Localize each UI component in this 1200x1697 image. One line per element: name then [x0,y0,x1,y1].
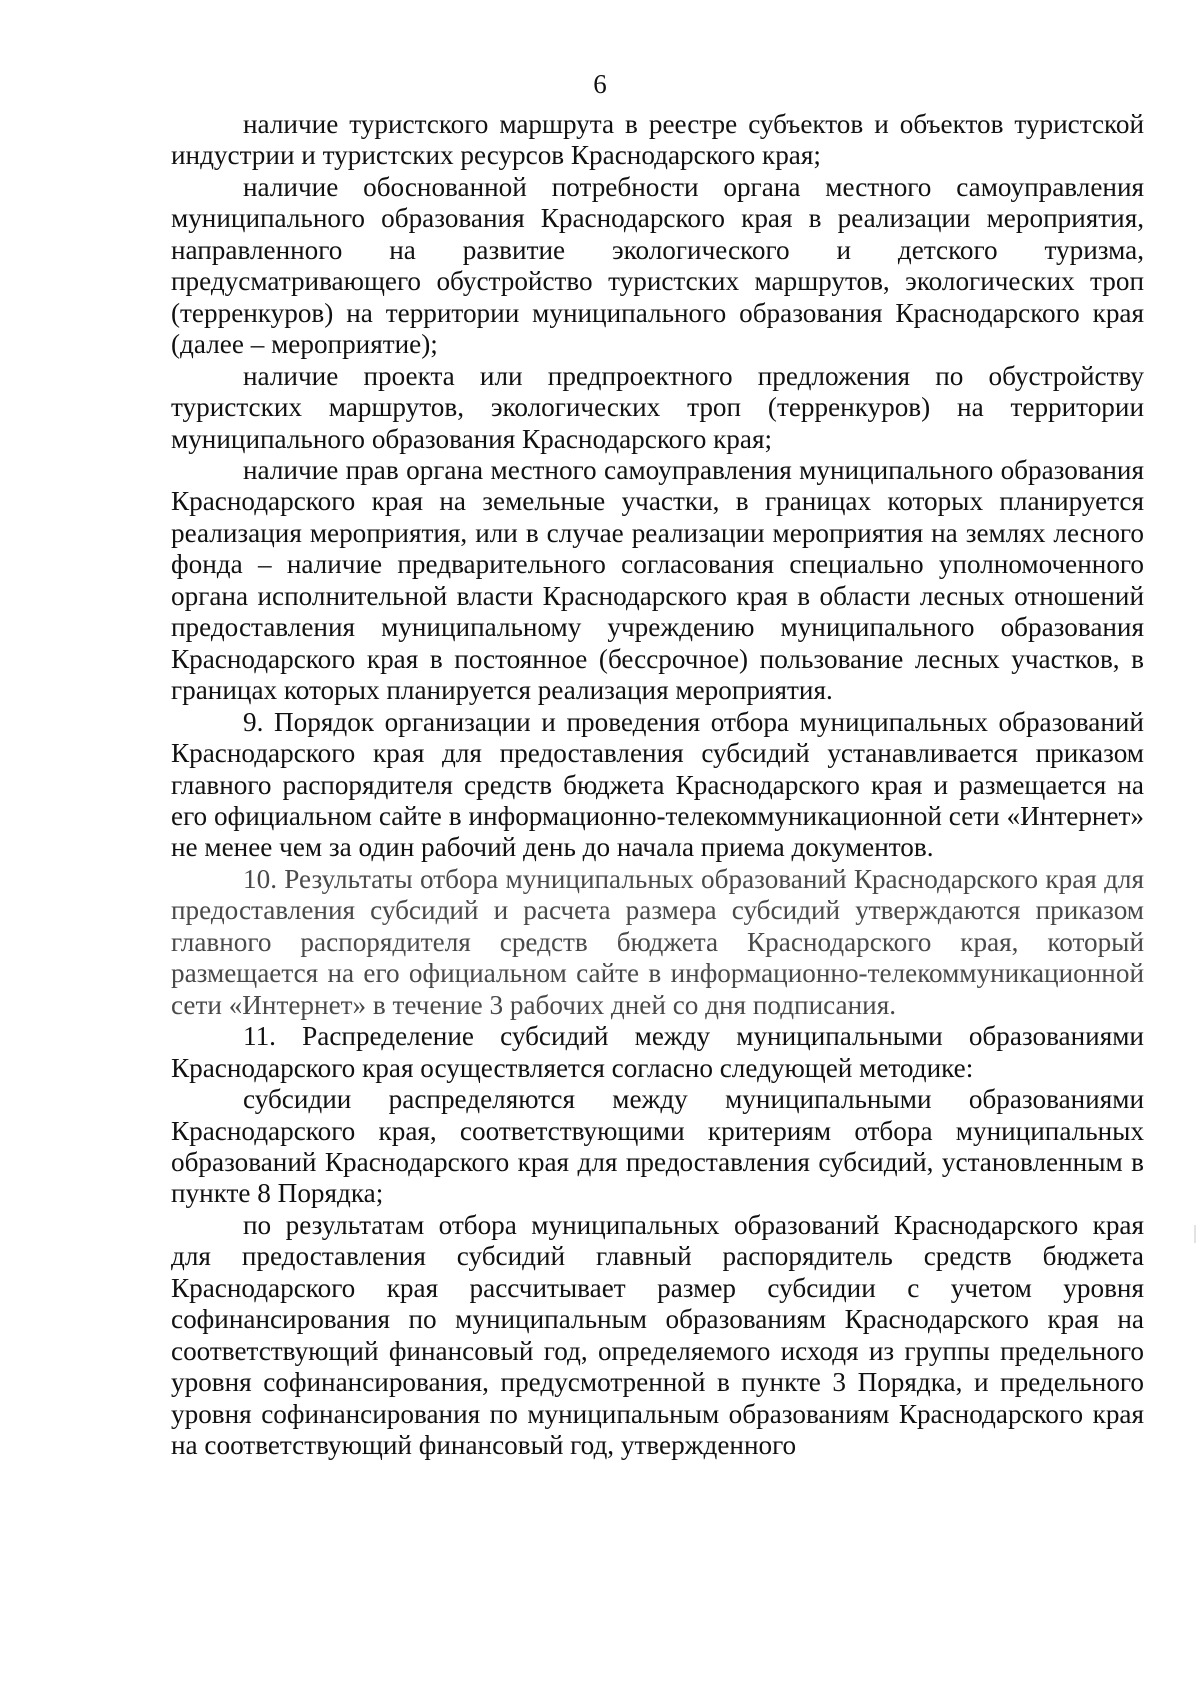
scan-edge-mark [1194,1225,1196,1243]
document-body [171,109,1144,1461]
paragraph-justified-need: наличие обоснованной потребности органа местного самоуправления муниципального образования Краснодарского края в реализации мероприятия, направленного на развитие экологического и детского туризма, предусматривающего обустройство туристских маршрутов, экологических троп (терренкуров) на территории муниципального образования Краснодарского края (далее – мероприятие); [171,171,1144,360]
paragraph-item-11-distribution: 11. Распределение субсидий между муниципальными образованиями Краснодарского края осуществляется согласно следующей методике: [171,1021,1144,1083]
paragraph-item-10-selection-results: 10. Результаты отбора муниципальных образований Краснодарского края для предоставления субсидий и расчета размера субсидий утверждаются приказом главного распорядителя средств бюджета Краснодарского края, который размещается на его официальном сайте в информационно-телекоммуникационной сети «Интернет» в течение 3 рабочих дней со дня подписания. [171,863,1144,1020]
paragraph-land-rights: наличие прав органа местного самоуправления муниципального образования Краснодарского края на земельные участки, в границах которых планируется реализация мероприятия, или в случае реализации мероприятия на землях лесного фонда – наличие предварительного согласования специально уполномоченного органа исполнительной власти Краснодарского края в области лесных отношений предоставления муниципальному учреждению муниципального образования Краснодарского края в постоянное (бессрочное) пользование лесных участков, в границах которых планируется реализация мероприятия. [171,454,1144,706]
page-number: 6 [593,69,607,99]
paragraph-project-proposal: наличие проекта или предпроектного предложения по обустройству туристских маршрутов, экологических троп (терренкуров) на территории муниципального образования Краснодарского края; [171,360,1144,454]
paragraph-tourist-route-registry: наличие туристского маршрута в реестре субъектов и объектов туристской индустрии и туристских ресурсов Краснодарского края; [171,109,1144,171]
paragraph-item-9-selection-procedure: 9. Порядок организации и проведения отбора муниципальных образований Краснодарского края для предоставления субсидий устанавливается приказом главного распорядителя средств бюджета Краснодарского края и размещается на его официальном сайте в информационно-телекоммуникационной сети «Интернет» не менее чем за один рабочий день до начала приема документов. [171,706,1144,863]
paragraph-subsidies-distributed: субсидии распределяются между муниципальными образованиями Краснодарского края, соответствующими критериям отбора муниципальных образований Краснодарского края для предоставления субсидий, установленным в пункте 8 Порядка; [171,1084,1144,1209]
paragraph-calculation-of-subsidy: по результатам отбора муниципальных образований Краснодарского края для предоставления субсидий главный распорядитель средств бюджета Краснодарского края рассчитывает размер субсидии с учетом уровня софинансирования по муниципальным образованиям Краснодарского края на соответствующий финансовый год, определяемого исходя из группы предельного уровня софинансирования, предусмотренной в пункте 3 Порядка, и предельного уровня софинансирования по муниципальным образованиям Краснодарского края на соответствующий финансовый год, утвержденного [171,1209,1144,1461]
